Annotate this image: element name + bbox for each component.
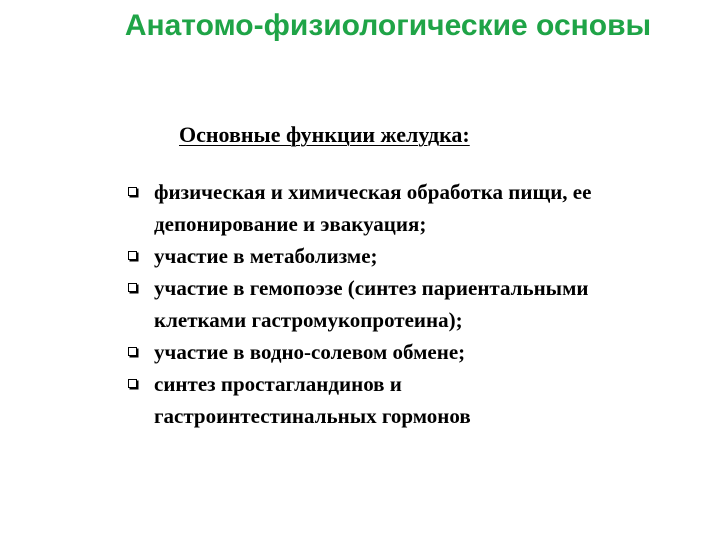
bullet-item: [124, 336, 704, 368]
bullet-text-line: гастроинтестинальных гормонов: [154, 404, 471, 428]
bullet-text-line: участие в гемопоэзе (синтез париентальными: [154, 276, 589, 300]
square-bullet-icon: [128, 347, 137, 356]
bullet-item: [124, 240, 704, 272]
bullet-text-line: клетками гастромукопротеина);: [154, 308, 463, 332]
bullet-text-line: участие в метаболизме;: [154, 244, 378, 268]
bullet-text-line: участие в водно-солевом обмене;: [154, 340, 466, 364]
bullet-item: [124, 368, 704, 432]
bullet-item: [124, 272, 704, 336]
bullet-text-line: депонирование и эвакуация;: [154, 212, 427, 236]
bullet-list: [124, 176, 704, 432]
bullet-item: [124, 176, 704, 240]
square-bullet-icon: [128, 379, 137, 388]
section-subtitle: Основные функции желудка:: [179, 122, 470, 147]
square-bullet-icon: [128, 251, 137, 260]
bullet-text-line: физическая и химическая обработка пищи, ее: [154, 180, 592, 204]
bullet-text-line: синтез простагландинов и: [154, 372, 402, 396]
slide-title: Анатомо-физиологические основы: [124, 9, 652, 42]
square-bullet-icon: [128, 283, 137, 292]
square-bullet-icon: [128, 187, 137, 196]
